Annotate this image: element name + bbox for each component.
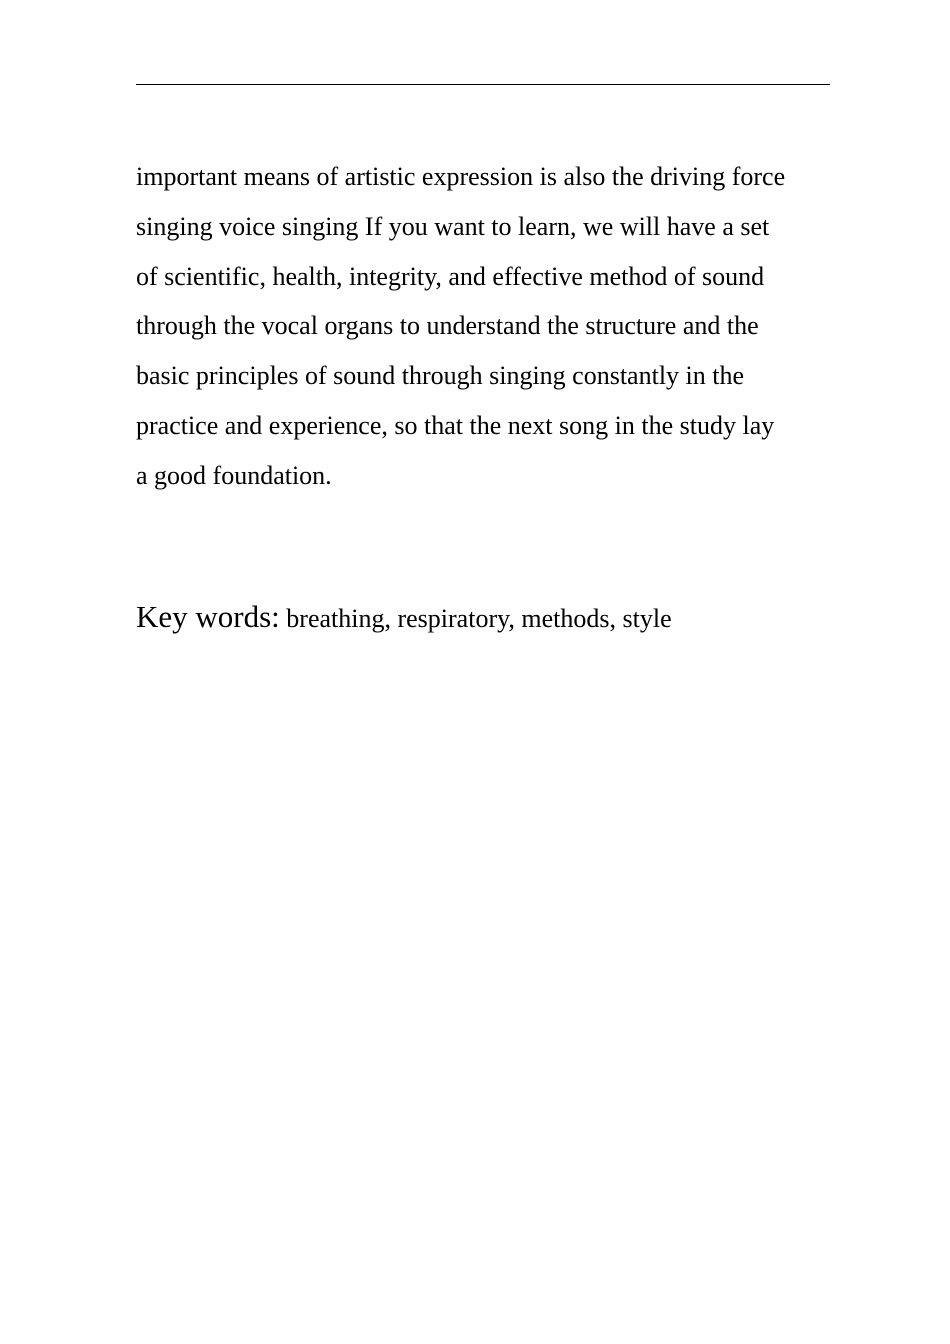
header-rule (136, 84, 830, 85)
body-paragraph: important means of artistic expression is also the driving force singing voice singing If you want to learn, we will have a set of scientific, health, integrity, and effective method of sound through the vocal organs to understand the structure and the basic principles of sound through singing constantly in the practice and experience, so that the next song in the study lay a good foundation. (136, 162, 786, 490)
keywords-line (136, 593, 866, 647)
keywords-label: Key words: (136, 599, 280, 634)
keywords-values: breathing, respiratory, methods, style (279, 604, 672, 633)
